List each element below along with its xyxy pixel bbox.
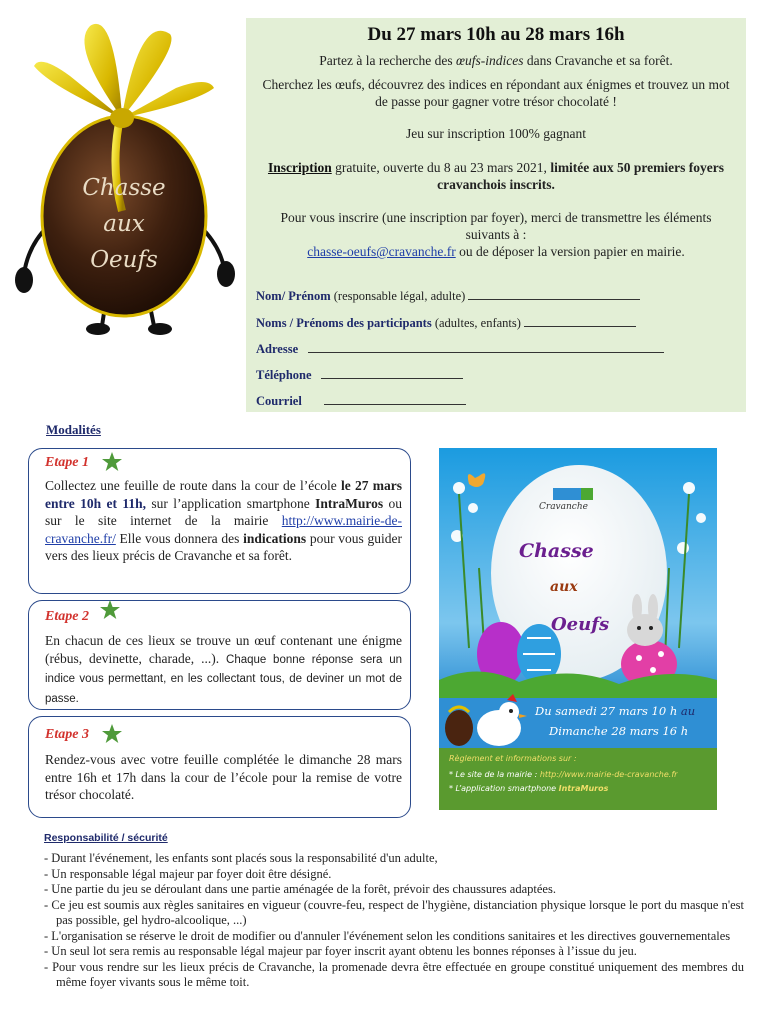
egg-title-line-3: Oeufs <box>90 247 158 273</box>
inscription-paragraph <box>260 159 732 193</box>
nom-blank[interactable] <box>468 288 640 300</box>
star-icon <box>101 723 123 745</box>
poster-rules-heading: Règlement et informations sur : <box>449 754 577 763</box>
step-3-text: Rendez-vous avec votre feuille complétée le dimanche 28 mars entre 16h et 17h dans la cour de l’école pour la remise de votre trésor chocolaté. <box>45 752 402 802</box>
registration-panel <box>246 18 746 412</box>
intro-text-2: dans Cravanche et sa forêt. <box>523 53 673 68</box>
poster-brand: Cravanche <box>539 502 588 512</box>
field-telephone[interactable] <box>256 367 736 383</box>
list-item: - Pour vous rendre sur les lieux précis de Cravanche, la promenade devra être effectuée en groupe constitué uniquement des membres du même foyer vivants sous le même toit. <box>44 959 744 989</box>
modalites-heading: Modalités <box>46 422 101 437</box>
list-item: - Ce jeu est soumis aux règles sanitaires en vigueur (couvre-feu, respect de l'hygiène, distanciation physique lorsque le port du masque n'est pas possible, gel hydro-alcoolique, ...) <box>44 897 744 927</box>
poster-title-line-1: Chasse <box>519 540 594 562</box>
list-item: - Durant l'événement, les enfants sont placés sous la responsabilité d'un adulte, <box>44 851 438 865</box>
poster-rule-app-label: * L’application smartphone <box>449 784 559 793</box>
responsabilite-list <box>44 851 744 991</box>
s1-t1: Collectez une feuille de route dans la cour de l’école <box>45 478 341 493</box>
star-icon <box>101 451 123 473</box>
poster-date-au: au <box>680 704 696 718</box>
egg-title-line-1: Chasse <box>82 175 166 201</box>
egg-title-line-2: aux <box>103 211 145 237</box>
how-to-register: Pour vous inscrire (une inscription par foyer), merci de transmettre les éléments suivants à : <box>280 210 712 242</box>
poster-rule-site <box>449 770 677 779</box>
poster-rule-app <box>449 784 677 793</box>
game-note: Jeu sur inscription 100% gagnant <box>406 126 586 141</box>
poster-rule-site-url: http://www.mairie-de-cravanche.fr <box>539 770 678 779</box>
event-dates-title: Du 27 mars 10h au 28 mars 16h <box>367 24 625 45</box>
s1-t9: pour vous guider vers des lieux précis de Cravanche et sa forêt. <box>45 530 402 563</box>
responsabilite-heading: Responsabilité / sécurité <box>44 832 168 844</box>
inscription-link[interactable]: Inscription <box>267 160 332 175</box>
nom-hint: (responsable légal, adulte) <box>330 289 469 303</box>
field-nom[interactable] <box>256 288 736 304</box>
courriel-label: Courriel <box>256 394 302 408</box>
poster-title-line-3: Oeufs <box>551 614 610 635</box>
poster-rule-app-name: IntraMuros <box>558 784 609 793</box>
inscription-text: gratuite, ouverte du 8 au 23 mars 2021, <box>331 160 551 175</box>
list-item: - Un seul lot sera remis au responsable légal majeur par foyer inscrit ayant obtenu les bonnes réponses à l’issue du jeu. <box>44 944 637 958</box>
step-2-text <box>45 632 402 708</box>
step-1-title: Etape 1 <box>45 455 89 470</box>
s1-t4: sur l’application smartphone <box>145 495 316 511</box>
s1-t2: le 27 mars <box>341 478 403 493</box>
s1-t6: ou sur le site internet de la mairie <box>45 495 403 528</box>
field-adresse[interactable] <box>256 341 736 357</box>
telephone-blank[interactable] <box>321 367 463 379</box>
s2-t2: Chaque bonne réponse sera un indice vous permettant, en les collectant tous, de deviner un mot de passe. <box>45 653 402 705</box>
inscription-limit: limitée aux 50 premiers foyers cravanchois inscrits. <box>437 160 725 192</box>
search-paragraph: Cherchez les œufs, découvrez des indices en répondant aux énigmes et trouvez un mot de passe pour gagner votre trésor chocolaté ! <box>262 77 730 109</box>
step-3-title: Etape 3 <box>45 727 89 742</box>
courriel-blank[interactable] <box>324 393 466 405</box>
participants-blank[interactable] <box>524 315 636 327</box>
step-1-box <box>28 448 411 594</box>
email-after-text: ou de déposer la version papier en mairie. <box>455 244 685 259</box>
s1-t3: entre 10h et 11h, <box>45 495 146 511</box>
participants-hint: (adultes, enfants) <box>431 316 525 330</box>
nom-label: Nom/ Prénom <box>256 289 331 303</box>
telephone-label: Téléphone <box>256 368 312 382</box>
poster-date-end: Dimanche 28 mars 16 h <box>549 724 689 738</box>
poster-date-start-text: Du samedi 27 mars 10 h <box>535 704 681 718</box>
s1-t7: Elle vous donnera des <box>115 530 244 546</box>
event-poster <box>439 448 717 810</box>
list-item: - Une partie du jeu se déroulant dans une partie aménagée de la forêt, prévoir des chaussures adaptées. <box>44 882 556 896</box>
email-link[interactable]: chasse-oeufs@cravanche.fr <box>307 244 456 259</box>
mairie-website-link[interactable]: http://www.mairie-de-cravanche.fr/ <box>45 513 402 546</box>
intro-text-1: Partez à la recherche des <box>319 53 457 68</box>
list-item: - Un responsable légal majeur par foyer doit être désigné. <box>44 866 332 881</box>
poster-rule-site-label: * Le site de la mairie : <box>449 770 540 779</box>
s1-t5: IntraMuros <box>315 495 384 511</box>
poster-rules <box>449 754 677 793</box>
s2-t1: En chacun de ces lieux se trouve un œuf contenant une énigme (rébus, devinette, charade, ...). <box>45 633 402 666</box>
adresse-blank[interactable] <box>308 341 664 353</box>
participants-label: Noms / Prénoms des participants <box>256 316 432 330</box>
step-3-box <box>28 716 411 818</box>
poster-date-start <box>535 704 695 718</box>
star-icon <box>99 599 121 621</box>
field-participants[interactable] <box>256 315 736 331</box>
list-item: - L'organisation se réserve le droit de modifier ou d'annuler l'événement selon les conditions sanitaires et les directives gouvernementales <box>44 928 731 943</box>
adresse-label: Adresse <box>256 342 299 356</box>
s1-t8: indications <box>243 530 307 546</box>
field-courriel[interactable] <box>256 393 736 409</box>
intro-paragraph <box>260 52 732 69</box>
email-line <box>260 244 732 260</box>
step-1-text <box>45 477 402 565</box>
intro-italic: œufs-indices <box>456 53 524 68</box>
egg-title <box>62 170 186 278</box>
step-2-title: Etape 2 <box>45 609 89 624</box>
poster-title-line-2: aux <box>550 579 578 595</box>
step-2-box <box>28 600 411 710</box>
